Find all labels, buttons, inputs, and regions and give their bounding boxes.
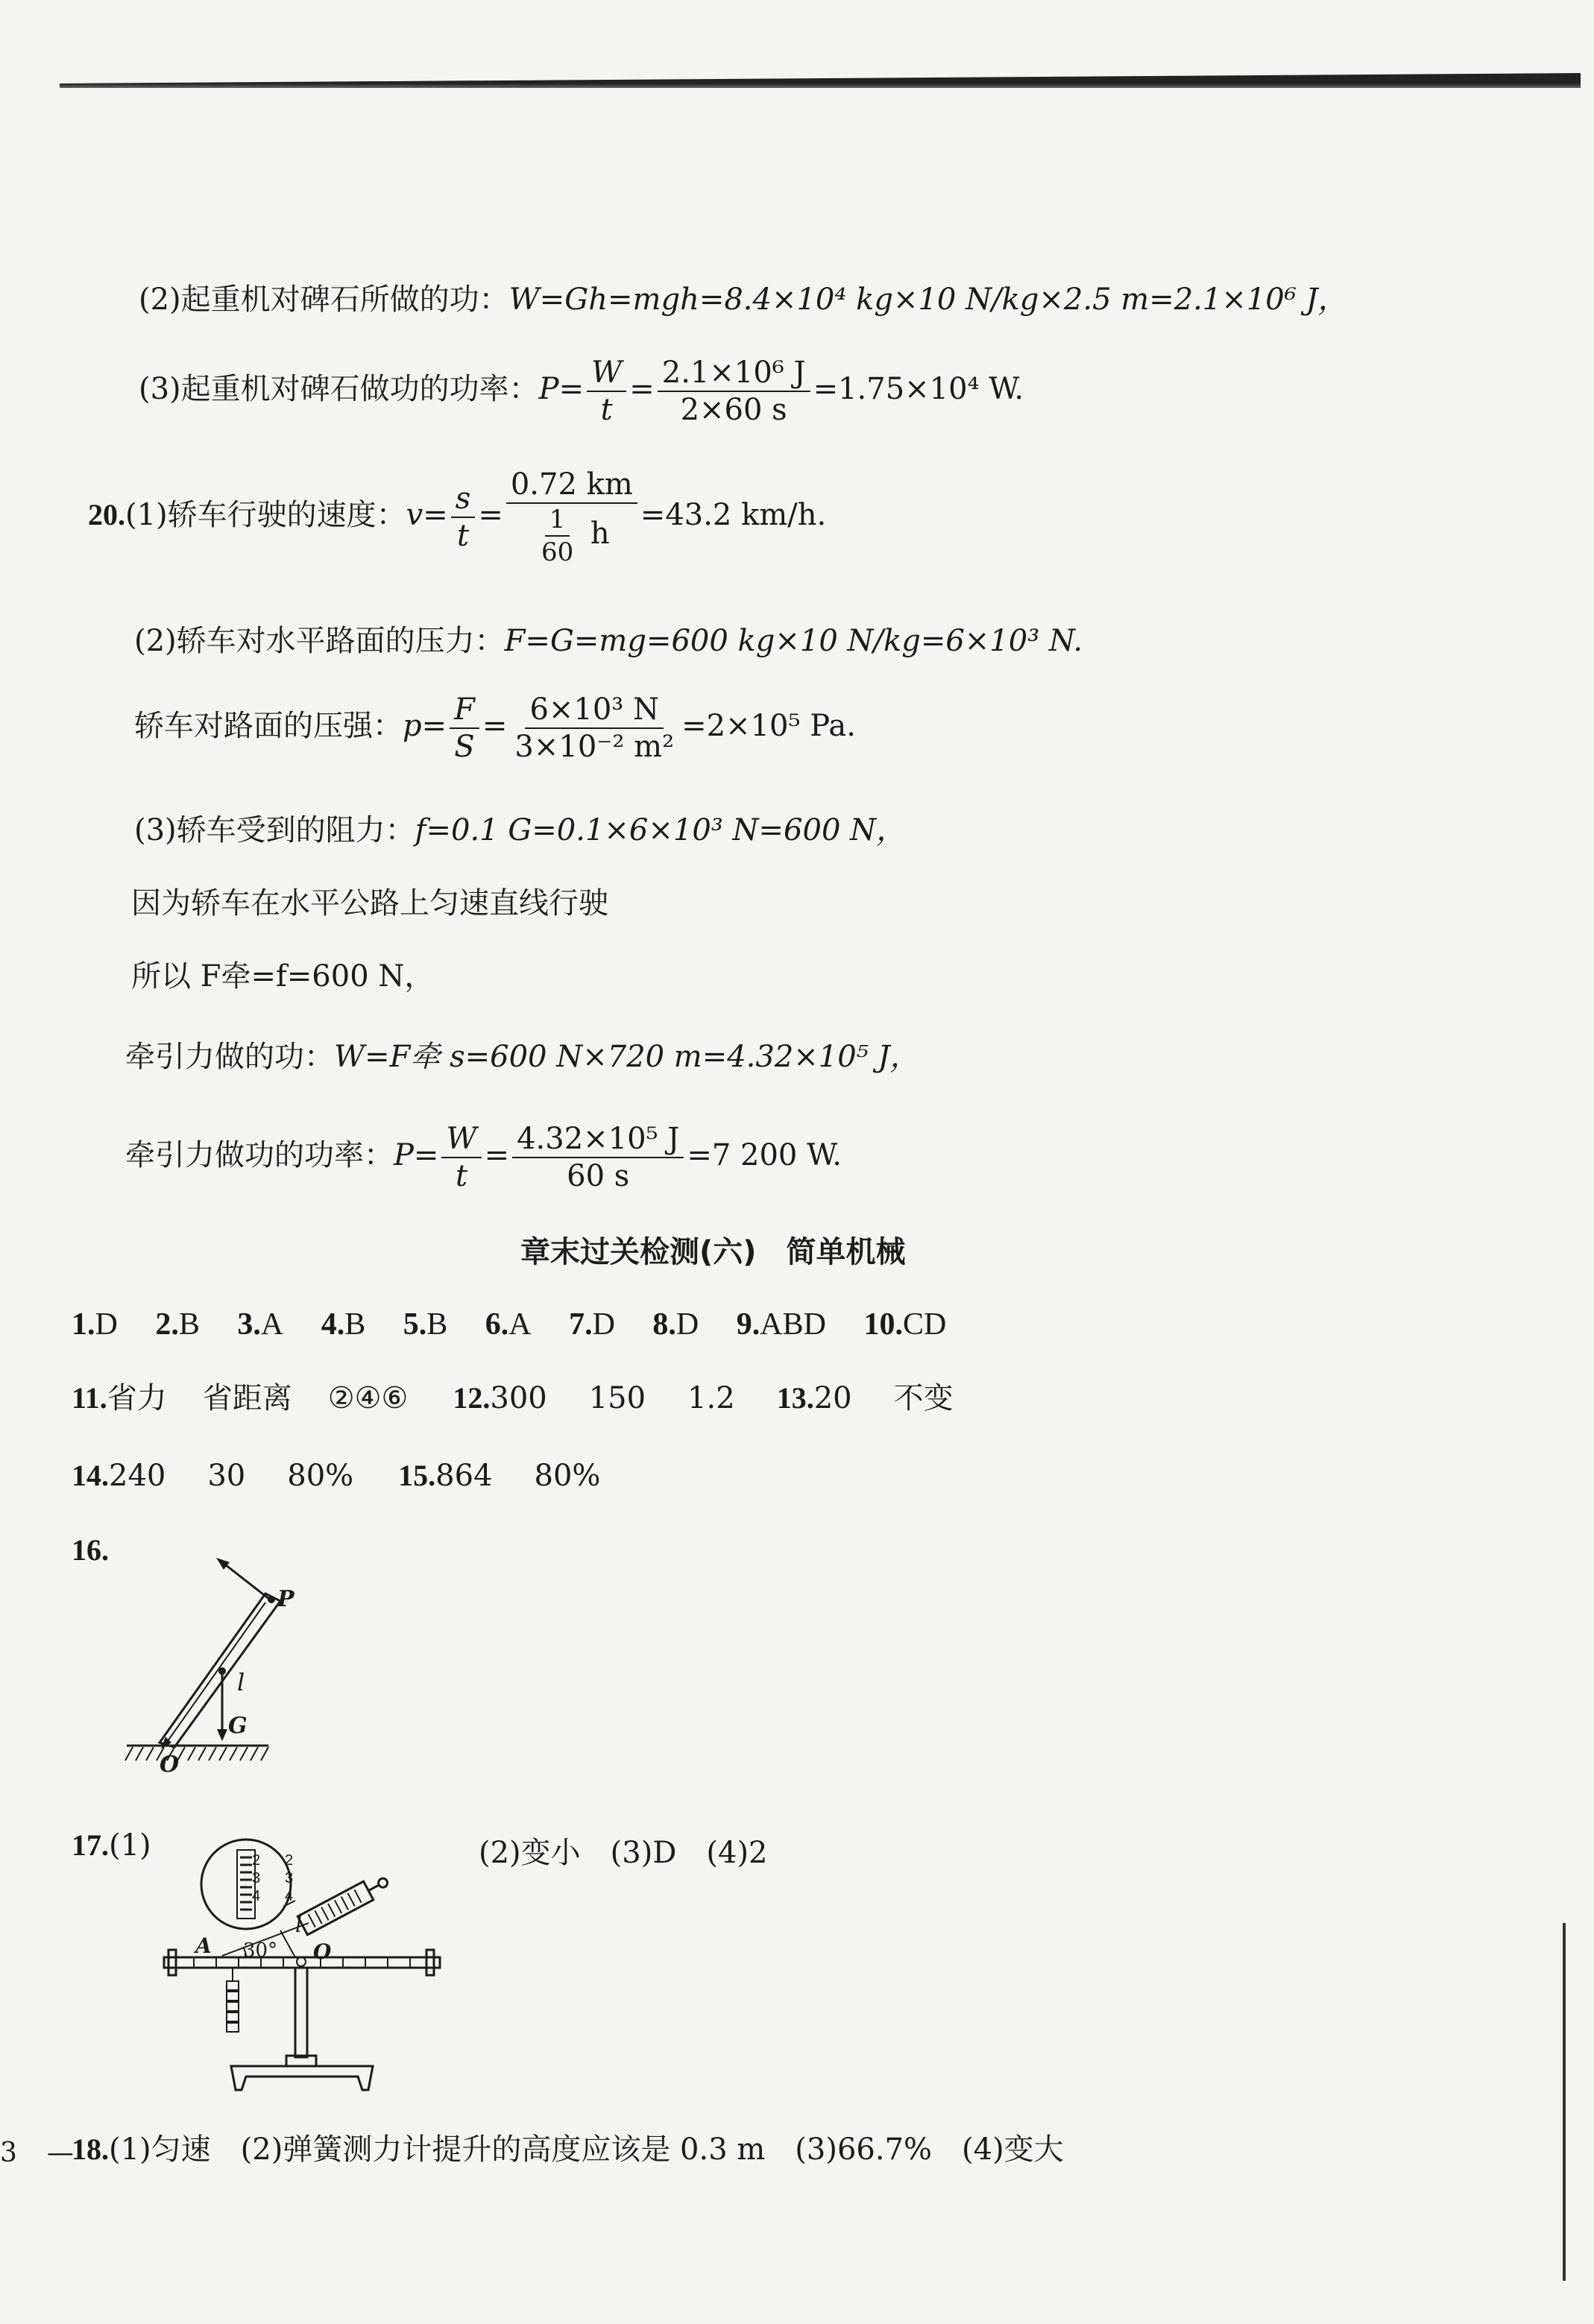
q16-label-G: G [228,1713,248,1739]
q20-part3-line2: 因为轿车在水平公路上匀速直线行驶 [131,886,608,921]
q20-part3-line3: 所以 F牵=f=600 N， [131,959,435,994]
q17-scale-right: 2 3 4 [285,1852,294,1904]
page-number: 3 — [0,2138,74,2168]
edge-shadow [1563,1923,1566,2281]
q19-part3: (3)起重机对碑石做功的功率：P= $\frac{W}{t}$ = $\frac{\text{2.1×10⁶ J}}{2\times 60 s}$ =1.75×10⁴ W. [139,356,1024,427]
q16-label-l: l [237,1668,245,1696]
answers-row-1: 1.D 2.B 3.A 4.B 5.B 6.A 7.D 8.D 9.ABD 10.CD [72,1307,947,1342]
q20-part3-line4: 牵引力做的功：W=F牵 s=600 N×720 m=4.32×10⁵ J， [125,1040,920,1074]
top-rule [60,73,1581,88]
q20-part1: 20.(1)轿车行驶的速度：v= $\frac{s}{t}$ = 0.72 km $\frac{1}{60}$ h =43.2 km/h. [88,467,827,567]
answers-row-3: 14.240 30 80% 15.864 80% [72,1459,601,1493]
q17-label-A: A [195,1933,212,1958]
q20-part3: (3)轿车受到的阻力：f=0.1 G=0.1×6×10³ N=600 N， [134,813,907,847]
q20-part2: (2)轿车对水平路面的压力：F=G=mg=600 kg×10 N/kg=6×10³ N. [134,624,1083,658]
q16-number: 16. [72,1533,109,1567]
q19-part2: (2)起重机对碑石所做的功：W=Gh=mgh=8.4×10⁴ kg×10 N/kg×2.5 m=2.1×10⁶ J， [139,282,1348,317]
q17-rest: (2)变小 (3)D (4)2 [479,1836,768,1870]
q17-label-l: l [295,1913,302,1937]
q20-part2b: 轿车对路面的压强：p= $\frac{F}{S}$ = $\frac{\text{6×10³ N}}{\text{3×10⁻² m²}}$ =2×10⁵ Pa. [134,692,856,764]
q17-part1: 17.(1) [72,1828,151,1863]
q16-label-O: O [160,1752,180,1778]
q18-answer: 18.(1)匀速 (2)弹簧测力计提升的高度应该是 0.3 m (3)66.7% (4)变大 [72,2132,1064,2167]
section-title: 章末过关检测(六) 简单机械 [520,1235,906,1269]
q17-scale-left: 2 3 4 [252,1852,261,1904]
q17-label-O: O [313,1939,332,1964]
q17-label-angle: 30° [243,1939,278,1962]
q16-lever-diagram [112,1528,291,1781]
answers-row-2: 11.省力 省距离 ②④⑥ 12.300 150 1.2 13.20 不变 [72,1381,954,1415]
q17-lever-apparatus-diagram [149,1819,462,2102]
q16-label-P: P [277,1586,294,1612]
q20-part3-line5: 牵引力做功的功率：P= $\frac{W}{t}$ = $\frac{\text{4.32×10⁵ J}}{60 s}$ =7 200 W. [125,1122,842,1193]
